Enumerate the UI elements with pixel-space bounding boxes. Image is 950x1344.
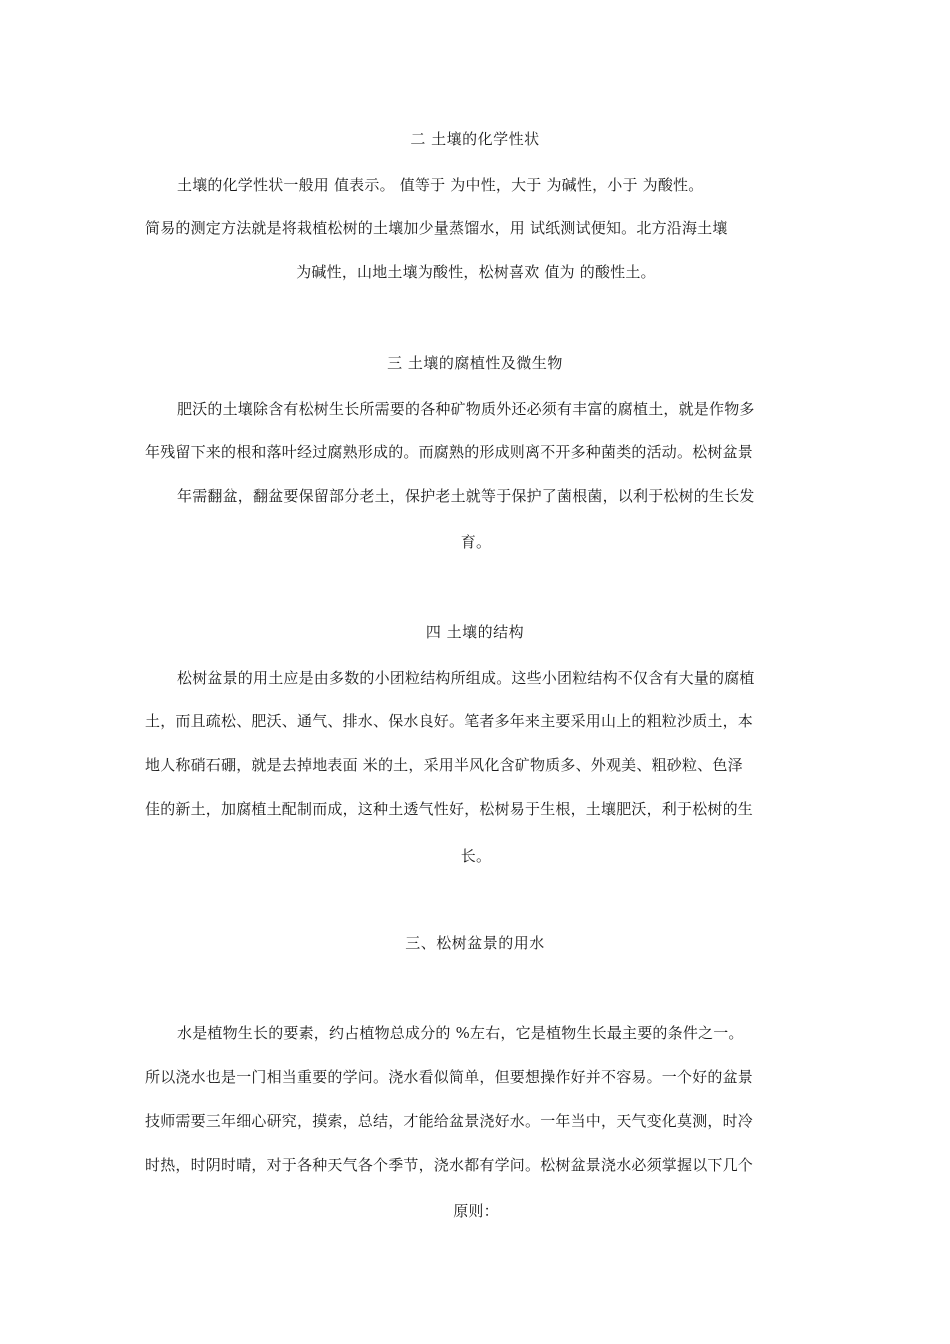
paragraph-line: 简易的测定方法就是将栽植松树的土壤加少量蒸馏水，用 试纸测试便知。北方沿海土壤 [145,219,728,237]
paragraph-line: 水是植物生长的要素，约占植物总成分的 %左右，它是植物生长最主要的条件之一。 [177,1024,744,1042]
section-heading-soil-humus: 三 土壤的腐植性及微生物 [387,354,563,372]
paragraph-line: 肥沃的土壤除含有松树生长所需要的各种矿物质外还必须有丰富的腐植土，就是作物多 [177,400,755,418]
paragraph-line: 土壤的化学性状一般用 值表示。 值等于 为中性，大于 为碱性，小于 为酸性。 [177,176,704,194]
paragraph-line: 年需翻盆，翻盆要保留部分老土，保护老土就等于保护了菌根菌，以利于松树的生长发 [177,487,755,505]
paragraph-line: 年残留下来的根和落叶经过腐熟形成的。而腐熟的形成则离不开多种菌类的活动。松树盆景 [145,443,754,461]
paragraph-line: 技师需要三年细心研究，摸索，总结，才能给盆景浇好水。一年当中，天气变化莫测，时冷 [145,1112,754,1130]
paragraph-line: 育。 [460,533,492,551]
paragraph-line: 佳的新土，加腐植土配制而成，这种土透气性好，松树易于生根，土壤肥沃，利于松树的生 [145,800,754,818]
paragraph-line: 松树盆景的用土应是由多数的小团粒结构所组成。这些小团粒结构不仅含有大量的腐植 [177,669,755,687]
paragraph-line: 时热，时阴时晴，对于各种天气各个季节，浇水都有学问。松树盆景浇水必须掌握以下几个 [145,1156,754,1174]
paragraph-line: 土，而且疏松、肥沃、通气、排水、保水良好。笔者多年来主要采用山上的粗粒沙质土，本 [145,712,754,730]
paragraph-line: 地人称硝石硼，就是去掉地表面 米的土，采用半风化含矿物质多、外观美、粗砂粒、色泽 [145,756,743,774]
paragraph-line: 所以浇水也是一门相当重要的学问。浇水看似简单，但要想操作好并不容易。一个好的盆景 [145,1068,754,1086]
paragraph-line: 原则： [453,1202,499,1220]
section-heading-soil-chemistry: 二 土壤的化学性状 [410,130,540,148]
paragraph-line: 长。 [460,847,492,865]
paragraph-line: 为碱性，山地土壤为酸性，松树喜欢 值为 的酸性土。 [296,263,656,281]
section-heading-soil-structure: 四 土壤的结构 [425,623,525,641]
section-heading-watering: 三、松树盆景的用水 [405,934,545,952]
